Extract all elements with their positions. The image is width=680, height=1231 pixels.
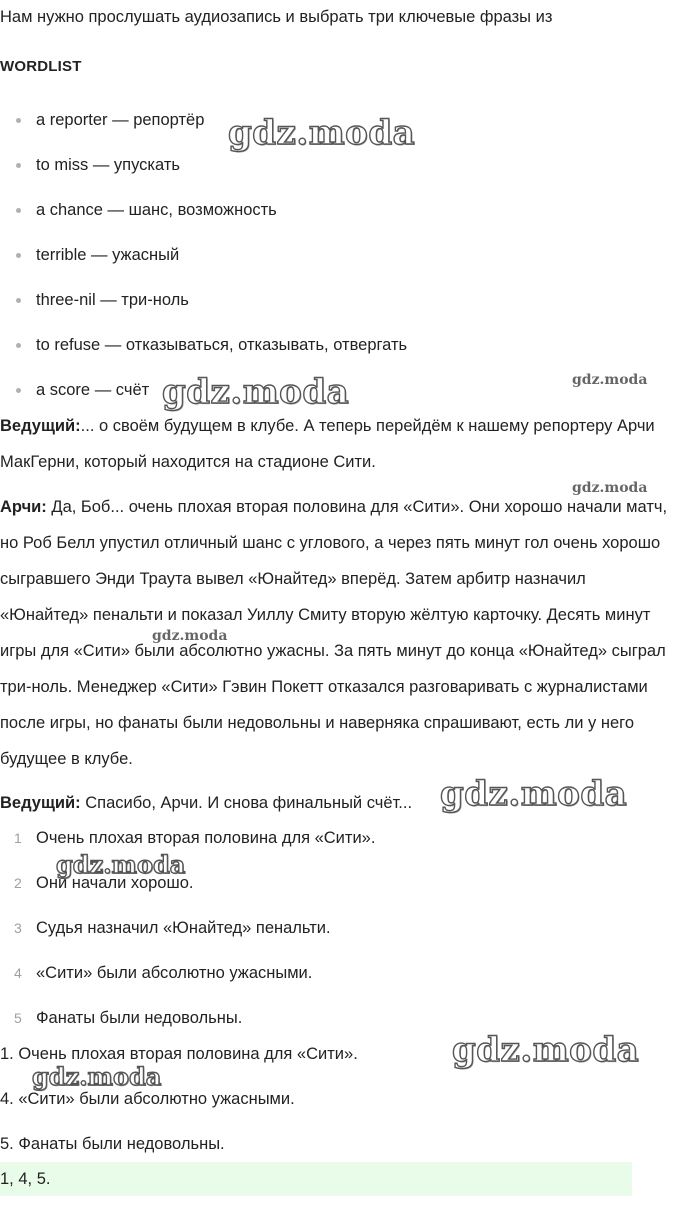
- list-item: [0, 868, 375, 913]
- watermark: gdz.moda: [440, 774, 628, 814]
- watermark: gdz.moda: [228, 113, 416, 153]
- answer-line: 1. Очень плохая вторая половина для «Сити».: [0, 1045, 358, 1063]
- bullet-icon: [16, 253, 21, 258]
- final-answer: 1, 4, 5.: [0, 1162, 632, 1196]
- option-number: 5: [14, 1010, 22, 1026]
- option-number: 2: [14, 875, 22, 891]
- list-item: [0, 823, 375, 868]
- bullet-icon: [16, 388, 21, 393]
- watermark: gdz.moda: [32, 1062, 162, 1091]
- list-item: [0, 913, 375, 958]
- list-item: [0, 195, 407, 240]
- dialog-text: Да, Боб... очень плохая вторая половина для «Сити». Они хорошо начали матч, но Роб Белл упустил отличный шанс с углового, а через пять минут гол очень хорошо сыгравшего Энди Траута вывел «Юнайтед» вперёд. Затем арбитр назначил «Юнайтед» пенальти и показал Уиллу Смиту вторую жёлтую карточку. Десять минут игры для «Сити» были абсолютно ужасны. За пять минут до конца «Юнайтед» сыграл три-ноль. Менеджер «Сити» Гэвин Покетт отказался разговаривать с журналистами после игры, но фанаты были недовольны и наверняка спрашивают, есть ли у него будущее в клубе.: [0, 498, 668, 768]
- watermark: gdz.moda: [162, 372, 350, 412]
- bullet-icon: [16, 118, 21, 123]
- list-item: [0, 330, 407, 375]
- answer-line: 4. «Сити» были абсолютно ужасными.: [0, 1090, 295, 1108]
- word-entry: to refuse — отказываться, отказывать, отвергать: [36, 336, 408, 354]
- list-item: [0, 105, 407, 150]
- bullet-icon: [16, 298, 21, 303]
- option-text: «Сити» были абсолютно ужасными.: [36, 964, 313, 982]
- list-item: [0, 150, 407, 195]
- option-number: 4: [14, 965, 22, 981]
- bullet-icon: [16, 343, 21, 348]
- word-entry: three-nil — три-ноль: [36, 291, 189, 309]
- watermark: gdz.moda: [56, 850, 186, 879]
- intro-text: Нам нужно прослушать аудиозапись и выбрать три ключевые фразы из: [0, 8, 553, 26]
- option-text: Они начали хорошо.: [36, 874, 194, 892]
- speaker-label: Арчи:: [0, 498, 47, 516]
- wordlist-heading: WORDLIST: [0, 58, 82, 75]
- dialog-text: ... о своём будущем в клубе. А теперь перейдём к нашему репортеру Арчи МакГерни, который находится на стадионе Сити.: [0, 417, 655, 471]
- list-item: [0, 285, 407, 330]
- watermark: gdz.moda: [452, 1030, 640, 1070]
- option-text: Судья назначил «Юнайтед» пенальти.: [36, 919, 331, 937]
- word-entry: a reporter — репортёр: [36, 111, 205, 129]
- dialog-line-host-2: [0, 785, 676, 821]
- wordlist: [0, 105, 407, 420]
- dialog-line-archie: [0, 489, 676, 777]
- dialog-text: Спасибо, Арчи. И снова финальный счёт...: [80, 794, 413, 812]
- bullet-icon: [16, 163, 21, 168]
- option-text: Очень плохая вторая половина для «Сити».: [36, 829, 376, 847]
- word-entry: a chance — шанс, возможность: [36, 201, 277, 219]
- bullet-icon: [16, 208, 21, 213]
- watermark: gdz.moda: [572, 372, 648, 388]
- option-text: Фанаты были недовольны.: [36, 1009, 243, 1027]
- word-entry: terrible — ужасный: [36, 246, 180, 264]
- watermark: gdz.moda: [152, 628, 228, 644]
- answer-line: 5. Фанаты были недовольны.: [0, 1135, 225, 1153]
- dialog-line-host: [0, 408, 676, 480]
- list-item: [0, 958, 375, 1003]
- options-list: [0, 823, 375, 1048]
- word-entry: to miss — упускать: [36, 156, 180, 174]
- option-number: 1: [14, 830, 22, 846]
- word-entry: a score — счёт: [36, 381, 150, 399]
- speaker-label: Ведущий:: [0, 417, 81, 435]
- watermark: gdz.moda: [572, 480, 648, 496]
- speaker-label: Ведущий:: [0, 794, 81, 812]
- option-number: 3: [14, 920, 22, 936]
- list-item: [0, 240, 407, 285]
